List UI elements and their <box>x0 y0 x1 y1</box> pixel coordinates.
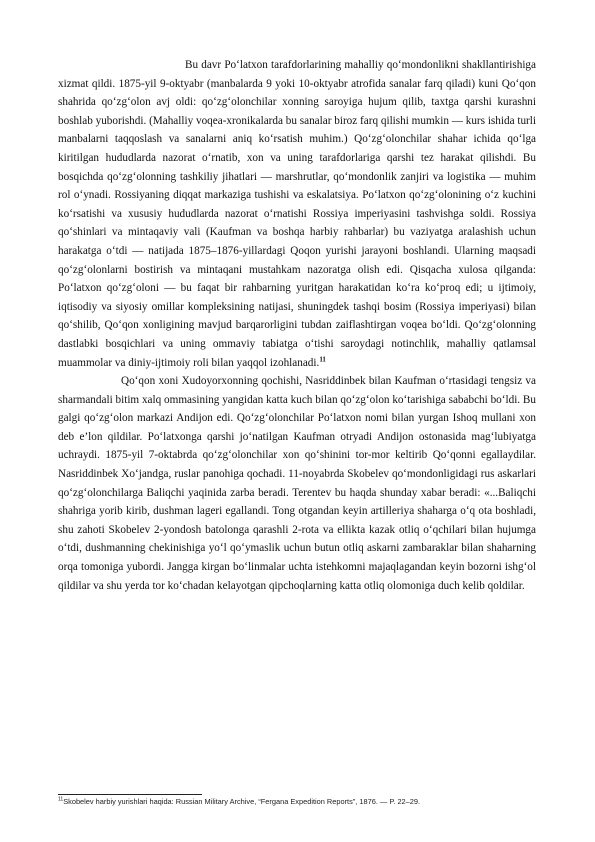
footnote-reference[interactable]: 11 <box>319 354 326 363</box>
footnote-number: 11 <box>58 796 64 803</box>
footnote-text: Skobelev harbiy yurishlari haqida: Russian Military Archive, “Fergana Expedition Reports”, 1876. — P. 22–29. <box>63 797 421 806</box>
paragraph-1 <box>58 56 536 372</box>
footnote <box>58 797 536 807</box>
paragraph-1-text: Bu davr Po‘latxon tarafdorlarining mahalliy qo‘mondonlikni shakllantirishiga xizmat qildi. 1875-yil 9-oktyabr (manbalarda 9 yoki 10-oktyabr atrofida sanalar farq qiladi) kuni Qo‘qon shahrida qo‘zg‘olon avj oldi: qo‘zg‘olonchilar xonning saroyiga hujum qilib, taxtga qarshi kurashni boshlab yuborishdi. (Mahalliy voqea-xronikalarda bu sanalar biroz farq qilishi mumkin — kurs ishida turli manbalarni taqqoslash va sanalarni aniq ko‘rsatish muhim.) Qo‘zg‘olonchilar shahar ichida qo‘lga kiritilgan hududlarda nazorat o‘rnatib, xon va uning tarafdorlariga qarshi tez harakat qilishdi. Bu bosqichda qo‘zg‘olonning tashkiliy jihatlari — marshrutlar, qo‘mondonlik zanjiri va logistika — muhim rol o‘ynadi. Rossiyaning diqqat markaziga tushishi va eskalatsiya. Po‘latxon qo‘zg‘olonining o‘z kuchini ko‘rsatishi va xususiy hududlarda nazorat o‘rnatishi Rossiya imperiyasini tashvishga soldi. Rossiya qo‘shinlari va mintaqaviy vali (Kaufman va boshqa harbiy rahbarlar) bu vaziyatga aralashish uchun harakatga o‘tdi — natijada 1875–1876-yillardagi Qoqon yurishi jarayoni boshlandi. Ularning maqsadi qo‘zg‘olonlarni bostirish va mintaqani mustahkam nazoratga olish edi. Qisqacha xulosa qilganda: Po‘latxon qo‘zg‘oloni — bu faqat bir rahbarning yuritgan harakatidan ko‘ra ko‘proq edi; u ijtimoiy, iqtisodiy va siyosiy omillar kompleksining natijasi, shuningdek tashqi bosim (Rossiya imperiyasi) bilan qo‘shilib, Qo‘qon xonligining mavjud barqarorligini tubdan zaiflashtirgan voqea bo‘ldi. Qo‘zg‘olonning dastlabki bosqichlari va uning ommaviy tabiatga o‘tishi saroydagi notinchlik, mahalliy qatlamsal muammolar va diniy-ijtimoiy roli bilan yaqqol izohlanadi. <box>58 59 536 369</box>
paragraph-2-text: Qo‘qon xoni Xudoyorxonning qochishi, Nasriddinbek bilan Kaufman o‘rtasidagi tengsiz va sharmandali bitim xalq ommasining yangidan katta kuch bilan qo‘zg‘olon ko‘tarishiga sababchi bo‘ldi. Bu galgi qo‘zg‘olon markazi Andijon edi. Qo‘zg‘olonchilar Po‘latxon nomi bilan yurgan Ishoq mullani xon deb e’lon qildilar. Po‘latxonga qarshi jo‘natilgan Kaufman otryadi Andijon ostonasida mag‘lubiyatga uchraydi. 1875-yil 7-oktabrda qo‘zg‘olonchilar xon qo‘shinini tor-mor keltirib Qo‘qonni egallaydilar. Nasriddinbek Xo‘jandga, ruslar panohiga qochadi. 11-noyabrda Skobelev qo‘mondonligidagi rus askarlari qo‘zg‘olonchilarga Baliqchi yaqinida zarba beradi. Terentev bu haqda shunday xabar beradi: «...Baliqchi shahriga yorib kirib, dushman lageri egallandi. Tong otgandan keyin artilleriya shaharga o‘q ota boshladi, shu zahoti Skobelev 2-yondosh batolonga qarashli 2-rota va ellikta kazak otliq o‘qchilari bilan hujumga o‘tdi, dushmanning chekinishiga yo‘l qo‘ymaslik uchun butun otliq askarni zambaraklar bilan shaharning orqa tomoniga yubordi. Jangga kirgan bo‘linmalar uchta istehkomni majaqlagandan keyin bozorni ishg‘ol qildilar va shu yerda tor ko‘chadan kelayotgan qipchoqlarning katta otliq olomoniga duch kelib qoldilar. <box>58 375 536 592</box>
footnote-separator <box>58 794 202 795</box>
document-body <box>58 56 536 595</box>
paragraph-2 <box>58 372 536 595</box>
